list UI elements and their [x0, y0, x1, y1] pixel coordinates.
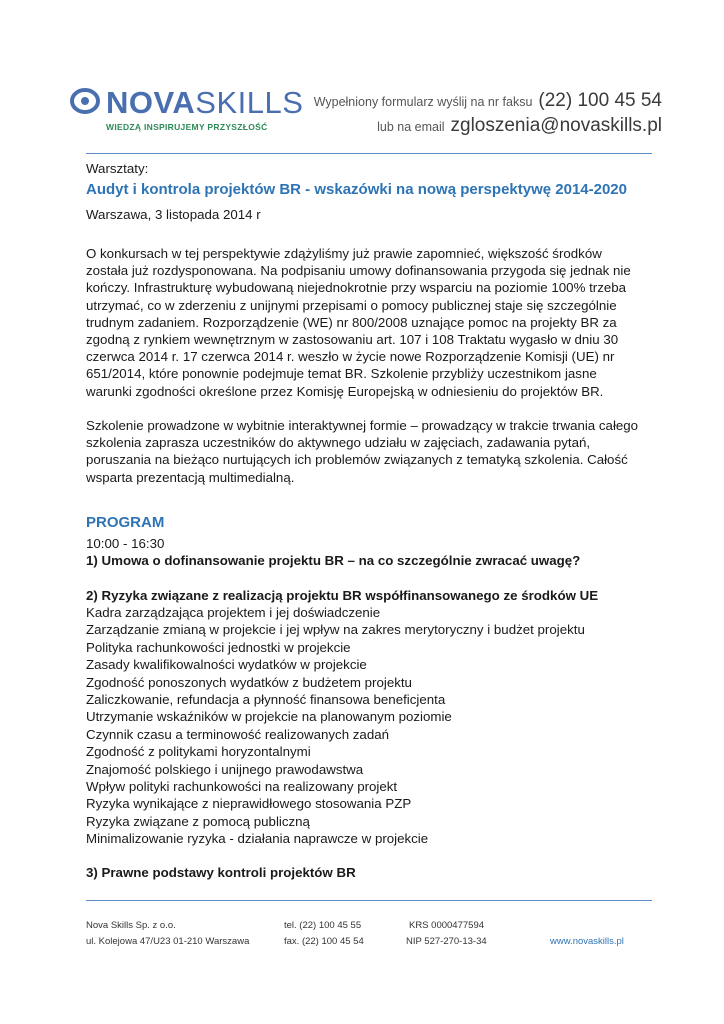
program-heading: PROGRAM: [86, 514, 165, 531]
list-item: Minimalizowanie ryzyka - działania naprawcze w projekcie: [86, 831, 429, 847]
email-line: [377, 115, 662, 137]
list-item: Zasady kwalifikowalności wydatków w projekcie: [86, 657, 367, 673]
program-time: 10:00 - 16:30: [86, 536, 165, 551]
page-title: Audyt i kontrola projektów BR - wskazówki na nową perspektywę 2014-2020: [86, 181, 627, 198]
email-label: lub na email: [377, 120, 445, 134]
kicker: Warsztaty:: [86, 161, 149, 176]
footer-address: ul. Kolejowa 47/U23 01-210 Warszawa: [86, 936, 250, 947]
list-item: Polityka rachunkowości jednostki w projekcie: [86, 639, 351, 655]
footer-company: Nova Skills Sp. z o.o.: [86, 920, 176, 931]
intro-paragraph: O konkursach w tej perspektywie zdążyliśmy już prawie zapomnieć, większość środków została już rozdysponowana. Na podpisaniu umowy dofinansowania przygoda się jednak nie kończy. Infrastrukturę wybudowaną niejednokrotnie przy wsparciu na poziomie 100% trzeba utrzymać, co w zderzeniu z unijnymi przepisami o pomocy publicznej staje się szczególnie trudnym zadaniem. Rozporządzenie (WE) nr 800/2008 uznające pomoc na projekty BR za zgodną z rynkiem wewnętrznym w zastosowaniu art. 107 i 108 Traktatu wygasło w dniu 30 czerwca 2014 r. 17 czerwca 2014 r. weszło w życie nowe Rozporządzenie Komisji (UE) nr 651/2014, które ponownie podejmuje temat BR. Szkolenie przybliży uczestnikom jasne warunki zgodności określone przez Komisję Europejską w odniesieniu do projektów BR.: [86, 246, 631, 399]
list-item: Zarządzanie zmianą w projekcie i jej wpływ na zakres merytoryczny i budżet projektu: [86, 622, 585, 638]
format-paragraph: Szkolenie prowadzone w wybitnie interaktywnej formie – prowadzący w trakcie trwania całego szkolenia zaprasza uczestników do aktywnego udziału w zajęciach, zadawania pytań, poruszania na bieżąco nurtujących ich problemów związanych z tematyką szkolenia. Całość wsparta prezentacją multimedialną.: [86, 418, 639, 485]
email-address[interactable]: zgloszenia@novaskills.pl: [450, 115, 662, 136]
list-item: Ryzyka związane z pomocą publiczną: [86, 813, 310, 829]
footer-tel: tel. (22) 100 45 55: [284, 920, 362, 931]
list-item: Utrzymanie wskaźników w projekcie na planowanym poziomie: [86, 709, 452, 725]
logo-wordmark: NOVASKILLS: [106, 85, 304, 120]
program-item-2-list: [86, 604, 646, 847]
footer-website-link[interactable]: www.novaskills.pl: [550, 936, 624, 947]
program-item-1: 1) Umowa o dofinansowanie projektu BR – na co szczególnie zwracać uwagę?: [86, 553, 581, 568]
fax-line: [314, 90, 662, 112]
header-divider: [86, 153, 652, 154]
footer-nip: NIP 527-270-13-34: [406, 936, 487, 947]
list-item: Zgodność z politykami horyzontalnymi: [86, 744, 311, 760]
date-location: Warszawa, 3 listopada 2014 r: [86, 207, 261, 222]
program-item-2: 2) Ryzyka związane z realizacją projektu BR współfinansowanego ze środków UE: [86, 588, 599, 603]
fax-number: (22) 100 45 54: [538, 90, 662, 111]
footer-fax: fax. (22) 100 45 54: [284, 936, 364, 947]
list-item: Czynnik czasu a terminowość realizowanych zadań: [86, 726, 390, 742]
logo-tagline: WIEDZĄ INSPIRUJEMY PRZYSZŁOŚĆ: [106, 122, 268, 132]
footer-krs: KRS 0000477594: [409, 920, 485, 931]
list-item: Wpływ polityki rachunkowości na realizowany projekt: [86, 778, 398, 794]
fax-label: Wypełniony formularz wyślij na nr faksu: [313, 95, 533, 109]
list-item: Ryzyka wynikające z nieprawidłowego stosowania PZP: [86, 796, 412, 812]
program-item-3: 3) Prawne podstawy kontroli projektów BR: [86, 865, 356, 880]
list-item: Zaliczkowanie, refundacja a płynność finansowa beneficjenta: [86, 691, 446, 707]
company-logo: [68, 85, 304, 136]
footer-divider: [86, 900, 652, 901]
list-item: Znajomość polskiego i unijnego prawodawstwa: [86, 761, 364, 777]
logo-mark-icon: [68, 88, 102, 114]
list-item: Kadra zarządzająca projektem i jej doświadczenie: [86, 605, 381, 620]
list-item: Zgodność ponoszonych wydatków z budżetem projektu: [86, 674, 412, 690]
